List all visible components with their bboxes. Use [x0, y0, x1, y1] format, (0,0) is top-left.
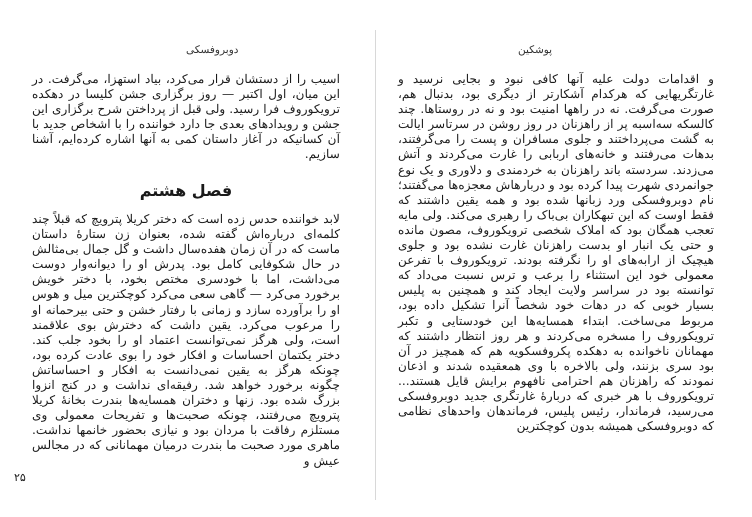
paragraph: و اقدامات دولت علیه آنها کافی نبود و بجایی نرسید و غارتگریهایی که هرکدام آشکارتر از دیگری بود، بدنبال هم، صورت می‌گرفت. نه در راهها امنیت بود و نه در روستاها. چند کالسکه سه‌اسبه پر از راهزنان در روز روشن در سرتاسر ایالت به گشت می‌پرداختند و جلوی مسافران و پست را می‌گرفتند، بدهات می‌رفتند و خانه‌های اربابی را غارت می‌کردند و آتش می‌زدند. سردسته باند راهزنان به خردمندی و دلاوری و یک نوع جوانمردی شهرت پیدا کرده بود و دربارهاش معجزه‌ها می‌گفتند؛ نام دوبروفسکی ورد زبانها شده بود و همه یقین داشتند که فقط اوست که این تبهکاران بی‌باک را رهبری می‌کند. ولی مایه تعجب همگان بود که املاک شخصی ترویکوروف، مصون مانده و حتی یک انبار او بدست راهزنان غارت نشده بود و جلوی هیچیک از ارابه‌های او را نگرفته بودند. ترویکوروف با تفرعن معمولی خود این استثناء را برعب و ترس نسبت می‌داد که توانسته بود در سراسر ولایت ایجاد کند و همچنین به پلیس بسیار خوبی که در دهات خود شخصاً آنرا تشکیل داده بود، مربوط می‌ساخت. ابتداء همسایه‌ها این خودستایی و تکبر ترویکوروف را مسخره می‌کردند و هر روز انتظار داشتند که مهمانان ناخوانده به دهکده پکروفسکویه هم که همچیز در آن بود سری بزنند، ولی بالاخره با وی همعقیده شدند و اذعان نمودند که راهزنان هم احترامی نافهوم برایش قایل هستند... ترویکوروف با هر خبری که دربارهٔ غارتگری جدید دوبروفسکی می‌رسید، فرماندار، رئیس پلیس، فرماندهان واحدهای نظامی که دوبروفسکی همیشه بدون کوچکترین: [398, 72, 714, 434]
right-running-head: پوشکین: [518, 44, 553, 56]
page-number: ۲۵: [14, 471, 26, 484]
paragraph: لابد خواننده حدس زده است که دختر کریلا پترویچ که قبلاً چند کلمه‌ای درباره‌اش گفته شده، بعنوان زن ستارهٔ داستان ماست که در آن زمان هفده‌سال داشت و گل جمال بی‌مثالش در حال شکوفایی کامل بود. پدرش او را دیوانه‌وار دوست می‌داشت، اما با خودسری مختص بخود، با دختر خویش برخورد می‌کرد — گاهی سعی می‌کرد کوچکترین میل و هوس او را برآورده سازد و زمانی با رفتار خشن و حتی بیرحمانه او را مرعوب می‌کرد. یقین داشت که دخترش بوی علاقمند است، ولی هرگز نمی‌توانست اعتماد او را بخود جلب کند. دختر یکتمان احساسات و افکار خود را بوی عادت کرده بود، چونکه هرگز به یقین نمی‌دانست به افکار و احساساتش چگونه برخورد خواهد شد. رفیقه‌ای نداشت و در کنج انزوا بزرگ شده بود. زنها و دختران همسایه‌ها بندرت بخانهٔ کریلا پترویچ می‌رفتند، چونکه صحبت‌ها و تفریحات معمولی وی مستلزم رفاقت با مردان بود و نیازی بحضور خانمها نداشت. ماهری مورد صحبت ما بندرت درمیان مهمانانی که در مجالس عیش و: [32, 212, 340, 468]
left-top-paragraph: [32, 72, 340, 163]
left-running-head: دوبروفسکی: [186, 44, 239, 56]
chapter-heading: فصل هشتم: [139, 181, 233, 200]
paragraph: اسیب را از دستشان قرار می‌کرد، بیاد استهزا، می‌گرفت. در این میان، اول اکتبر — روز برگزاری جشن کلیسا در دهکده ترویکوروف فرا رسید. ولی قبل از پرداختن شرح برگزاری این جشن و رویدادهای بعدی جا دارد خواننده را با اشخاص جدید با آن کسانیکه در آغاز داستان کمی به آنها اشاره کرده‌ایم، آشنا سازیم.: [32, 72, 340, 162]
right-page: [376, 0, 752, 517]
left-body-paragraph: [32, 212, 340, 469]
right-body-paragraph: [398, 72, 714, 434]
